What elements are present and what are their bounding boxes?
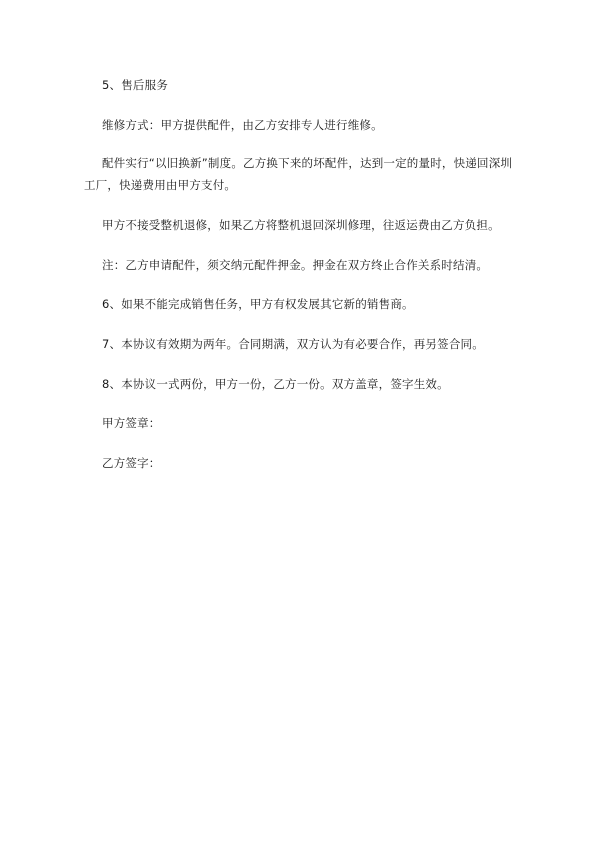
paragraph-parts-exchange bbox=[84, 152, 532, 196]
paragraph-parts-exchange-line2: 工厂，快递费用由甲方支付。 bbox=[84, 178, 237, 192]
section-heading-after-sales: 5、售后服务 bbox=[102, 78, 169, 92]
party-a-seal-label: 甲方签章： bbox=[102, 416, 161, 430]
clause-8-copies: 8、本协议一式两份，甲方一份，乙方一份。双方盖章，签字生效。 bbox=[102, 377, 449, 391]
clause-6-sales-target: 6、如果不能完成销售任务，甲方有权发展其它新的销售商。 bbox=[102, 297, 414, 311]
paragraph-no-whole-unit-return: 甲方不接受整机退修，如果乙方将整机退回深圳修理，往返运费由乙方负担。 bbox=[102, 218, 500, 232]
paragraph-note-deposit: 注：乙方申请配件，须交纳元配件押金。押金在双方终止合作关系时结清。 bbox=[102, 258, 489, 272]
paragraph-repair-method: 维修方式：甲方提供配件，由乙方安排专人进行维修。 bbox=[102, 118, 383, 132]
clause-7-validity: 7、本协议有效期为两年。合同期满，双方认为有必要合作，再另签合同。 bbox=[102, 337, 484, 351]
paragraph-parts-exchange-line1: 配件实行“以旧换新”制度。乙方换下来的坏配件，达到一定的量时，快递回深圳 bbox=[102, 156, 513, 170]
party-b-signature-label: 乙方签字： bbox=[102, 456, 161, 470]
